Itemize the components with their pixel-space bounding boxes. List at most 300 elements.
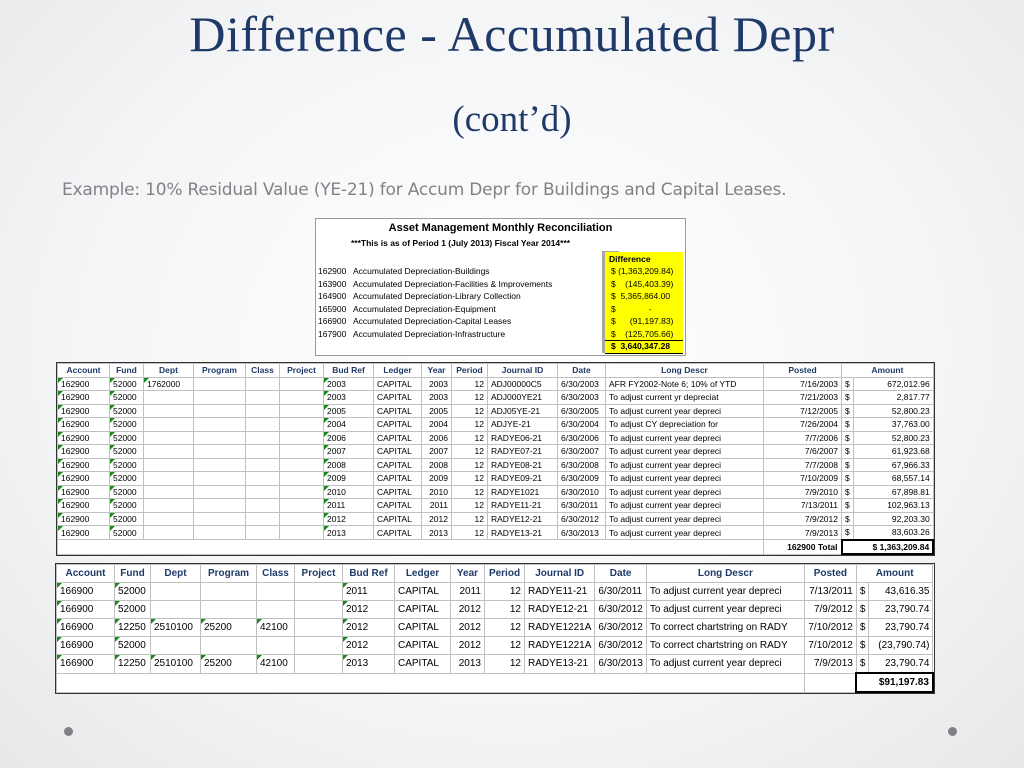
table-cell: $ [856, 655, 869, 674]
column-header: Fund [110, 364, 144, 378]
table-cell [194, 445, 246, 459]
table-cell: 2012 [451, 619, 485, 637]
table-cell: 12 [485, 637, 525, 655]
table-cell [246, 526, 280, 540]
table-cell: 1762000 [144, 377, 194, 391]
table-cell [280, 391, 324, 405]
table-cell: 2010 [422, 485, 452, 499]
table-cell: 2012 [451, 601, 485, 619]
table-cell: 7/13/2011 [764, 499, 842, 513]
table-cell [246, 418, 280, 432]
column-header: Amount [842, 364, 934, 378]
table-cell: $ [842, 377, 854, 391]
table-cell [194, 418, 246, 432]
table-cell: 2011 [343, 583, 395, 601]
table-cell: 2012 [451, 637, 485, 655]
table-cell: CAPITAL [395, 601, 451, 619]
recon-acct: 166900 [318, 316, 347, 326]
slide-title: Difference - Accumulated Depr [189, 6, 835, 62]
column-header: Ledger [395, 565, 451, 583]
table-cell: 7/9/2012 [804, 601, 856, 619]
total-label [804, 673, 856, 692]
table-cell [194, 431, 246, 445]
table-cell [280, 526, 324, 540]
table-cell: 2004 [324, 418, 374, 432]
table-cell: 6/30/2011 [595, 583, 647, 601]
table-cell: 12 [485, 619, 525, 637]
column-header: Dept [151, 565, 201, 583]
table-cell: 6/30/2012 [558, 512, 606, 526]
table-cell: (23,790.74) [869, 637, 933, 655]
table-cell [144, 499, 194, 513]
reconciliation-summary [315, 218, 686, 356]
table-cell: CAPITAL [374, 445, 422, 459]
table-cell [280, 458, 324, 472]
recon-row [318, 315, 683, 327]
table-cell: 162900 [58, 404, 110, 418]
table-cell: 7/10/2009 [764, 472, 842, 486]
table-cell: 2003 [324, 377, 374, 391]
table-row [58, 418, 934, 432]
table-cell: $ [842, 445, 854, 459]
table-cell: 2009 [324, 472, 374, 486]
table-cell: 162900 [58, 418, 110, 432]
recon-row [318, 265, 683, 277]
table-cell: RADYE09-21 [488, 472, 558, 486]
table-cell: 2510100 [151, 655, 201, 674]
column-header: Project [295, 565, 343, 583]
table-row [58, 472, 934, 486]
table-cell [280, 445, 324, 459]
column-header: Program [194, 364, 246, 378]
table-cell: RADYE1221A [525, 619, 595, 637]
table-cell: 7/12/2005 [764, 404, 842, 418]
table-cell: To adjust current year depreci [606, 485, 764, 499]
table-cell: 2005 [324, 404, 374, 418]
table-cell: 67,966.33 [853, 458, 933, 472]
table-cell: To correct chartstring on RADY [646, 637, 804, 655]
table-header-row [57, 565, 933, 583]
slide-bullet-right [948, 727, 957, 736]
column-header: Amount [856, 565, 933, 583]
column-header: Fund [115, 565, 151, 583]
table-cell: $ [842, 458, 854, 472]
table-cell: 2003 [422, 377, 452, 391]
table-cell [246, 377, 280, 391]
table-cell: 12 [452, 485, 488, 499]
table-cell: 2012 [343, 637, 395, 655]
table-row [58, 499, 934, 513]
table-cell: 162900 [58, 391, 110, 405]
slide-subtitle: (cont’d) [452, 99, 572, 140]
table-cell: 12 [452, 445, 488, 459]
table-cell [295, 601, 343, 619]
table-cell: 2012 [343, 601, 395, 619]
table-cell: 2011 [422, 499, 452, 513]
table-cell: 52,800.23 [853, 404, 933, 418]
recon-acct: 163900 [318, 278, 347, 289]
table-cell: 7/10/2012 [804, 619, 856, 637]
table-cell [246, 445, 280, 459]
total-label: 162900 Total [764, 540, 842, 555]
table-cell: 52000 [110, 472, 144, 486]
table-cell: 7/10/2012 [804, 637, 856, 655]
table-cell [280, 404, 324, 418]
table-cell: CAPITAL [374, 391, 422, 405]
table-cell: 92,203.30 [853, 512, 933, 526]
table-cell: 12 [452, 377, 488, 391]
table-cell: To adjust current year depreci [606, 431, 764, 445]
table-cell: 7/16/2003 [764, 377, 842, 391]
table-cell: 52000 [110, 526, 144, 540]
table-cell: 6/30/2003 [558, 391, 606, 405]
table-cell: 7/13/2011 [804, 583, 856, 601]
table-cell: 2012 [422, 512, 452, 526]
recon-desc: Accumulated Depreciation-Library Collection [353, 291, 521, 301]
table-cell: $ [842, 431, 854, 445]
table-cell [194, 485, 246, 499]
table-cell: To adjust current year depreci [606, 472, 764, 486]
recon-amt: $ (1,363,209.84) [611, 266, 674, 276]
table-cell: RADYE11-21 [488, 499, 558, 513]
column-header: Journal ID [488, 364, 558, 378]
table-cell: 7/9/2012 [764, 512, 842, 526]
table-cell: 2013 [343, 655, 395, 674]
table-cell: CAPITAL [374, 458, 422, 472]
table-cell: $ [842, 485, 854, 499]
table-cell: 52,800.23 [853, 431, 933, 445]
recon-desc: Accumulated Depreciation-Infrastructure [353, 328, 506, 339]
table-cell: 61,923.68 [853, 445, 933, 459]
table-row [57, 601, 933, 619]
column-header: Dept [144, 364, 194, 378]
table-cell: 166900 [57, 601, 115, 619]
table-cell [144, 431, 194, 445]
recon-desc: Accumulated Depreciation-Equipment [353, 303, 496, 314]
table-cell [280, 472, 324, 486]
table-cell [246, 391, 280, 405]
table-row [58, 377, 934, 391]
table-cell: 6/30/2006 [558, 431, 606, 445]
table-cell [201, 637, 257, 655]
table-cell: $ [856, 637, 869, 655]
table-cell: 7/26/2004 [764, 418, 842, 432]
table-cell: CAPITAL [374, 472, 422, 486]
table-cell: 52000 [110, 377, 144, 391]
column-header: Bud Ref [343, 565, 395, 583]
table-cell: 6/30/2009 [558, 472, 606, 486]
table-cell: 2006 [324, 431, 374, 445]
recon-amt: $ (91,197.83) [611, 316, 674, 326]
table-cell: CAPITAL [374, 485, 422, 499]
table-cell: 7/9/2013 [804, 655, 856, 674]
table-cell: 6/30/2003 [558, 377, 606, 391]
table-cell: RADYE11-21 [525, 583, 595, 601]
table-cell: 162900 [58, 499, 110, 513]
table-cell: To adjust current yr depreciat [606, 391, 764, 405]
recon-acct: 167900 [318, 328, 347, 339]
table-cell: 6/30/2010 [558, 485, 606, 499]
table-cell: 52000 [110, 445, 144, 459]
column-header: Posted [804, 565, 856, 583]
table-cell: 2010 [324, 485, 374, 499]
table-cell: 52000 [110, 431, 144, 445]
table-cell: 52000 [110, 499, 144, 513]
table-cell: 672,012.96 [853, 377, 933, 391]
table-cell: RADYE13-21 [525, 655, 595, 674]
table-cell: 37,763.00 [853, 418, 933, 432]
table-header-row [58, 364, 934, 378]
table-cell: 12 [452, 472, 488, 486]
buildings-depreciation-table [57, 363, 934, 555]
column-header: Account [57, 565, 115, 583]
table-cell: 68,557.14 [853, 472, 933, 486]
table-cell: $ [842, 418, 854, 432]
column-header: Long Descr [646, 565, 804, 583]
table-cell: RADYE07-21 [488, 445, 558, 459]
table-cell: 166900 [57, 637, 115, 655]
table-cell: 12 [485, 655, 525, 674]
table-cell: 23,790.74 [869, 601, 933, 619]
table-row [57, 583, 933, 601]
table-cell: 7/7/2006 [764, 431, 842, 445]
table-cell: $ [842, 404, 854, 418]
table-cell: 6/30/2011 [558, 499, 606, 513]
column-header: Class [257, 565, 295, 583]
table-cell [246, 431, 280, 445]
table-cell: 23,790.74 [869, 655, 933, 674]
table-cell: 2003 [422, 391, 452, 405]
table-cell [295, 655, 343, 674]
table-cell: ADJ05YE-21 [488, 404, 558, 418]
table-cell: 2013 [422, 526, 452, 540]
table-cell: AFR FY2002-Note 6; 10% of YTD [606, 377, 764, 391]
table-cell: To adjust current year depreci [646, 583, 804, 601]
column-header: Year [451, 565, 485, 583]
table-cell: 162900 [58, 458, 110, 472]
recon-total-amount: $ 3,640,347.28 [611, 341, 671, 351]
table-cell [194, 458, 246, 472]
table-cell: 102,963.13 [853, 499, 933, 513]
table-cell: 52000 [110, 485, 144, 499]
table-cell: 162900 [58, 512, 110, 526]
column-header: Date [595, 565, 647, 583]
table-row [57, 655, 933, 674]
table-cell: 42100 [257, 655, 295, 674]
table-cell: 52000 [110, 404, 144, 418]
table-cell: RADYE06-21 [488, 431, 558, 445]
table-cell: 25200 [201, 619, 257, 637]
column-header: Program [201, 565, 257, 583]
table-cell: 12 [452, 418, 488, 432]
table-cell: 12 [452, 526, 488, 540]
table-cell [246, 499, 280, 513]
table-cell: 25200 [201, 655, 257, 674]
table-cell: 52000 [110, 418, 144, 432]
total-amount: $ 1,363,209.84 [842, 540, 934, 555]
table-cell: 43,616.35 [869, 583, 933, 601]
recon-title: Asset Management Monthly Reconciliation [388, 222, 613, 234]
table-cell: CAPITAL [395, 637, 451, 655]
table-total-row [58, 540, 934, 555]
table-cell: $ [842, 499, 854, 513]
table-cell [194, 526, 246, 540]
table-cell [246, 512, 280, 526]
table-cell: 2006 [422, 431, 452, 445]
table-cell: CAPITAL [374, 404, 422, 418]
table-cell: RADYE12-21 [488, 512, 558, 526]
table-cell: ADJ00000C5 [488, 377, 558, 391]
recon-desc: Accumulated Depreciation-Buildings [353, 266, 490, 276]
recon-amt: $ (125,705.66) [611, 328, 674, 339]
table-cell: 6/30/2004 [558, 418, 606, 432]
column-header: Date [558, 364, 606, 378]
table-cell [295, 619, 343, 637]
table-cell: 2007 [422, 445, 452, 459]
table-cell: RADYE13-21 [488, 526, 558, 540]
total-amount: $91,197.83 [856, 673, 933, 692]
table-cell [151, 601, 201, 619]
table-cell: RADYE1021 [488, 485, 558, 499]
table-cell: 7/21/2003 [764, 391, 842, 405]
table-cell: ADJYE-21 [488, 418, 558, 432]
table-row [57, 619, 933, 637]
table-row [58, 391, 934, 405]
table-cell [194, 512, 246, 526]
table-cell: 12 [452, 391, 488, 405]
table-cell [151, 583, 201, 601]
table-cell [194, 391, 246, 405]
recon-amt: $ 5,365,864.00 [611, 291, 671, 301]
recon-total-row [318, 340, 683, 352]
table-cell: To adjust current year depreci [606, 499, 764, 513]
table-cell: 166900 [57, 583, 115, 601]
column-header: Bud Ref [324, 364, 374, 378]
recon-amt: $ - [611, 303, 652, 314]
table-cell: 2007 [324, 445, 374, 459]
table-cell: 52000 [115, 583, 151, 601]
table-cell: ADJ000YE21 [488, 391, 558, 405]
column-header: Period [485, 565, 525, 583]
table-cell: 2009 [422, 472, 452, 486]
table-cell: 7/6/2007 [764, 445, 842, 459]
table-cell: To correct chartstring on RADY [646, 619, 804, 637]
table-cell: CAPITAL [374, 431, 422, 445]
table-row [58, 431, 934, 445]
table-cell: 6/30/2012 [595, 601, 647, 619]
recon-row [318, 278, 683, 290]
table-total-row [57, 673, 933, 692]
table-cell: 23,790.74 [869, 619, 933, 637]
table-cell [144, 458, 194, 472]
table-cell: 6/30/2013 [558, 526, 606, 540]
table-cell [144, 485, 194, 499]
table-cell: 162900 [58, 526, 110, 540]
recon-amt: $ (145,403.39) [611, 278, 674, 289]
table-cell: 42100 [257, 619, 295, 637]
table-row [58, 485, 934, 499]
table-cell: 12250 [115, 619, 151, 637]
table-row [58, 458, 934, 472]
table-cell: 2013 [324, 526, 374, 540]
capital-leases-depreciation-table [56, 564, 934, 693]
table-cell: 52000 [110, 512, 144, 526]
table-cell: 83,603.26 [853, 526, 933, 540]
table-cell: CAPITAL [374, 418, 422, 432]
table-cell: 52000 [110, 391, 144, 405]
table-cell: CAPITAL [374, 512, 422, 526]
table-cell: 162900 [58, 445, 110, 459]
table-cell: 12 [485, 583, 525, 601]
table-row [58, 526, 934, 540]
table-cell: $ [856, 583, 869, 601]
table-cell: 2013 [451, 655, 485, 674]
table-cell [194, 377, 246, 391]
table-cell: To adjust current year depreci [606, 404, 764, 418]
table-cell: 52000 [115, 637, 151, 655]
table-row [58, 512, 934, 526]
table-cell: $ [842, 512, 854, 526]
table-cell [144, 512, 194, 526]
table-cell: 12 [452, 499, 488, 513]
table-cell [201, 601, 257, 619]
table-cell: 2005 [422, 404, 452, 418]
table-cell [280, 377, 324, 391]
recon-acct: 162900 [318, 266, 347, 276]
table-cell [246, 485, 280, 499]
table-cell: 2008 [422, 458, 452, 472]
table-cell [194, 404, 246, 418]
table-cell [246, 472, 280, 486]
table-cell: 2,817.77 [853, 391, 933, 405]
table-cell: 7/7/2008 [764, 458, 842, 472]
table-cell: To adjust current year depreci [646, 601, 804, 619]
table-cell: 162900 [58, 485, 110, 499]
column-header: Project [280, 364, 324, 378]
table-cell: 12 [452, 512, 488, 526]
table-cell: 162900 [58, 431, 110, 445]
table-cell: 6/30/2012 [595, 619, 647, 637]
table-cell: $ [856, 619, 869, 637]
column-header: Posted [764, 364, 842, 378]
recon-acct: 164900 [318, 291, 347, 301]
table-cell: $ [856, 601, 869, 619]
total-spacer [57, 673, 805, 692]
table-cell: 12 [452, 431, 488, 445]
table-cell: CAPITAL [395, 583, 451, 601]
recon-desc: Accumulated Depreciation-Capital Leases [353, 316, 512, 326]
table-cell [280, 418, 324, 432]
column-header: Account [58, 364, 110, 378]
table-cell: 12 [452, 404, 488, 418]
table-cell: RADYE12-21 [525, 601, 595, 619]
recon-row [318, 328, 683, 340]
table-cell: 2012 [343, 619, 395, 637]
table-cell: CAPITAL [374, 499, 422, 513]
table-cell: 2012 [324, 512, 374, 526]
table-cell: 2011 [451, 583, 485, 601]
recon-period-note: ***This is as of Period 1 (July 2013) Fiscal Year 2014*** [351, 238, 571, 248]
column-header: Year [422, 364, 452, 378]
table-cell: $ [842, 472, 854, 486]
table-cell: 2510100 [151, 619, 201, 637]
table-cell: 6/30/2005 [558, 404, 606, 418]
table-cell [280, 512, 324, 526]
table-cell [295, 583, 343, 601]
table-cell: 52000 [110, 458, 144, 472]
table-cell [144, 445, 194, 459]
column-header: Class [246, 364, 280, 378]
